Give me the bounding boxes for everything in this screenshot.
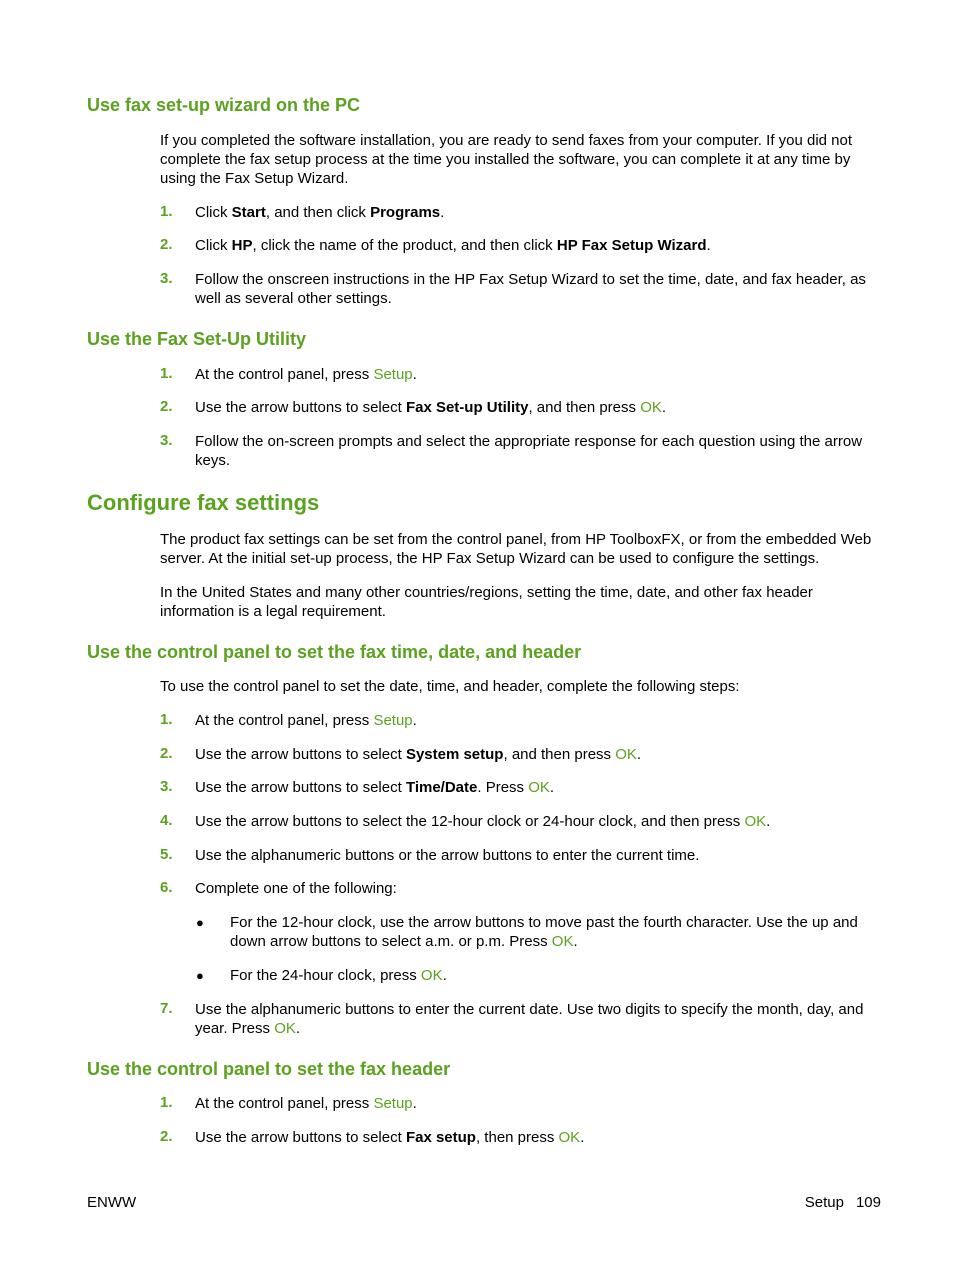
step-number: 3.	[160, 270, 173, 287]
step-text: Use the alphanumeric buttons or the arrow buttons to enter the current time.	[195, 847, 700, 864]
step-number: 2.	[160, 236, 173, 253]
step-text: Click HP, click the name of the product, and then click HP Fax Setup Wizard.	[195, 237, 711, 254]
step-text: Follow the on-screen prompts and select the appropriate response for each question using the arrow keys.	[195, 433, 863, 469]
step-number: 1.	[160, 203, 173, 220]
step-number: 6.	[160, 879, 173, 896]
footer-left-label: ENWW	[87, 1194, 137, 1211]
step-text: Complete one of the following:	[195, 880, 397, 897]
footer-page-info	[805, 1194, 881, 1211]
section-heading-fax-setup-wizard: Use fax set-up wizard on the PC	[87, 95, 361, 115]
section-heading-fax-setup-utility: Use the Fax Set-Up Utility	[87, 329, 307, 349]
section-heading-time-date-header: Use the control panel to set the fax time, date, and header	[87, 642, 582, 662]
step-number: 2.	[160, 398, 173, 415]
step-text: Follow the onscreen instructions in the HP Fax Setup Wizard to set the time, date, and fax header, as well as several other settings.	[195, 271, 866, 307]
step-text: Use the arrow buttons to select Fax setup, then press OK.	[195, 1129, 585, 1146]
paragraph-time-date-intro: To use the control panel to set the date, time, and header, complete the following steps:	[160, 678, 740, 695]
step-number: 1.	[160, 365, 173, 382]
step-number: 1.	[160, 1094, 173, 1111]
step-text: Use the arrow buttons to select System setup, and then press OK.	[195, 746, 642, 763]
bullet-icon: ●	[196, 915, 204, 930]
page-number: 109	[855, 1194, 881, 1211]
section-heading-fax-header: Use the control panel to set the fax header	[87, 1059, 451, 1079]
step-number: 7.	[160, 1000, 173, 1017]
step-text: At the control panel, press Setup.	[195, 366, 417, 383]
step-number: 1.	[160, 711, 173, 728]
step-text: Use the arrow buttons to select Time/Date. Press OK.	[195, 779, 555, 796]
paragraph-fax-settings-intro: The product fax settings can be set from the control panel, from HP ToolboxFX, or from the embedded Web server. At the initial set-up process, the HP Fax Setup Wizard can be used to configure the settings.	[160, 531, 872, 567]
paragraph-fax-wizard-intro: If you completed the software installation, you are ready to send faxes from your computer. If you did not complete the fax setup process at the time you installed the software, you can complete it at any time by using the Fax Setup Wizard.	[160, 132, 853, 187]
paragraph-legal-requirement: In the United States and many other countries/regions, setting the time, date, and other fax header information is a legal requirement.	[160, 584, 813, 620]
chapter-heading-configure-fax-settings: Configure fax settings	[87, 490, 320, 515]
step-text: At the control panel, press Setup.	[195, 712, 417, 729]
bullet-icon: ●	[196, 968, 204, 983]
step-text: Use the arrow buttons to select Fax Set-up Utility, and then press OK.	[195, 399, 667, 416]
bullet-item: For the 12-hour clock, use the arrow buttons to move past the fourth character. Use the up and down arrow buttons to select a.m. or p.m. Press OK.	[230, 914, 858, 950]
bullet-item: For the 24-hour clock, press OK.	[230, 967, 447, 984]
step-text: Click Start, and then click Programs.	[195, 204, 445, 221]
step-text: Use the alphanumeric buttons to enter the current date. Use two digits to specify the month, day, and year. Press OK.	[195, 1001, 864, 1037]
footer-section: Setup	[804, 1194, 844, 1211]
step-number: 2.	[160, 1128, 173, 1145]
step-number: 2.	[160, 745, 173, 762]
step-number: 3.	[160, 432, 173, 449]
step-number: 3.	[160, 778, 173, 795]
step-text: At the control panel, press Setup.	[195, 1095, 417, 1112]
step-number: 5.	[160, 846, 173, 863]
step-number: 4.	[160, 812, 173, 829]
step-text: Use the arrow buttons to select the 12-hour clock or 24-hour clock, and then press OK.	[195, 813, 771, 830]
